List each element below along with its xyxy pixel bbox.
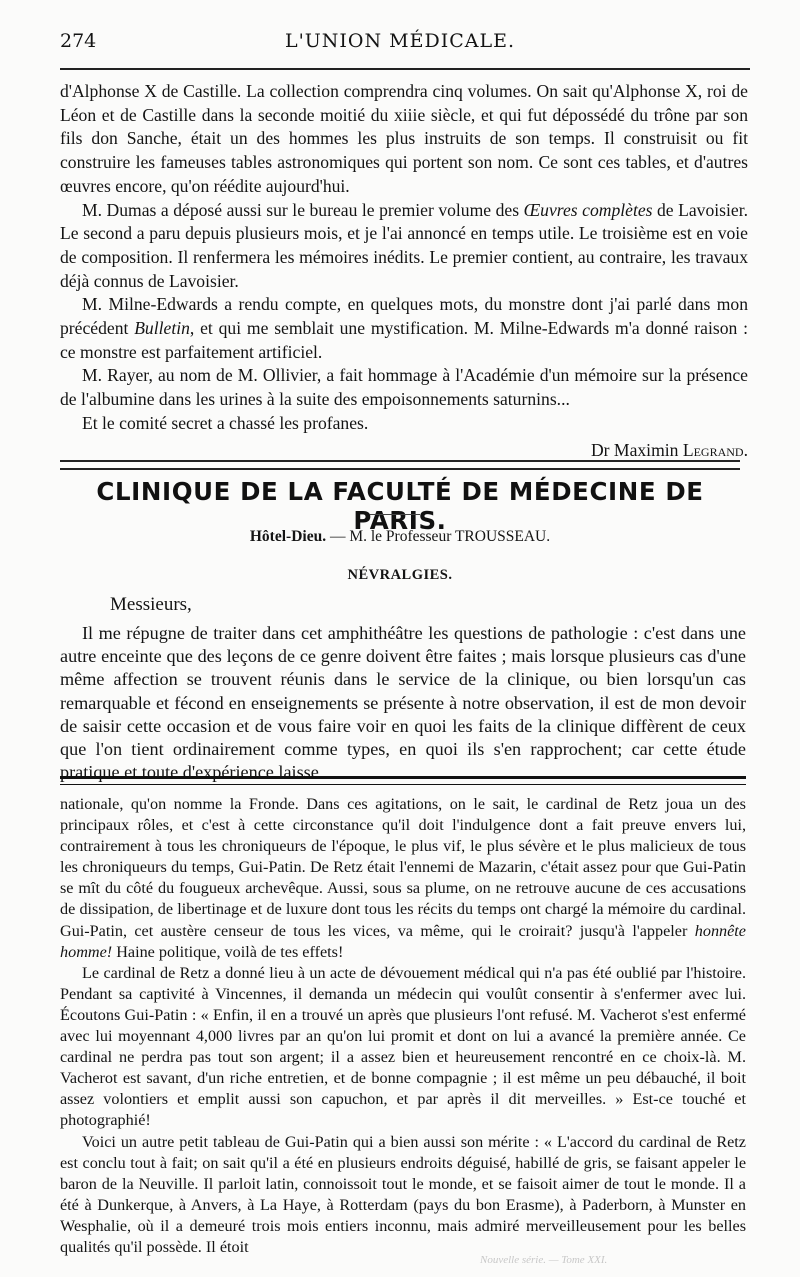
italic-title: Œuvres complètes [523,199,653,220]
text-run: Haine politique, voilà de tes effets! [112,942,344,961]
bulletin-paragraph: M. Rayer, au nom de M. Ollivier, a fait hommage à l'Académie d'un mémoire sur la présence de l'albumine dans les urines à la suite des empoisonnements saturnins... [60,365,748,410]
section-heading: NÉVRALGIES. [347,567,453,583]
title-short-rule [370,514,420,515]
page-footer: Nouvelle série. — Tome XXI. [480,1254,608,1266]
feuilleton-paragraph: Voici un autre petit tableau de Gui-Patin qui a bien aussi son mérite : « L'accord du cardinal de Retz est conclu tout à fait; on sait qu'il a été en plusieurs endroits déguisé, habillé de gris, se faisant appeler le baron de la Neuville. Il parloit latin, connoissoit tout le monde, et se faisoit aimer de tout le monde. Il a été à Dunkerque, à Anvers, à La Haye, à Rotterdam (pays du bon Erasme), à Paderborn, à Munster en Wesphalie, où il a demeuré trois mois entiers inconnu, mais admiré merveilleusement pour les belles qualités qu'il possède. Il étoit [60,1132,746,1256]
header-rule [60,68,750,70]
clinic-title: CLINIQUE DE LA FACULTÉ DE MÉDECINE DE PARIS. [96,477,704,535]
bulletin-paragraph: Et le comité secret a chassé les profanes. [82,412,369,433]
bulletin-paragraph [60,293,748,364]
page-number: 274 [60,30,97,52]
section-double-rule [60,460,740,470]
clinic-subtitle [60,528,740,546]
feuilleton-paragraph [60,794,746,963]
bulletin-paragraph: d'Alphonse X de Castille. La collection comprendra cinq volumes. On sait qu'Alphonse X, roi de Léon et de Castille dans la seconde moitié du xiiie siècle, et qui fut dépossédé du trône par son fils don Sanche, était un des hommes les plus instruits de son temps. Il construisit ou fit construire les fameuses tables astronomiques qui portent son nom. Ce sont ces tables, et d'autres œuvres encore, qu'on réédite aujourd'hui. [60,81,748,196]
feuilleton-section [60,794,746,1258]
professor-name: — M. le Professeur TROUSSEAU. [326,528,551,545]
text-run: M. Milne-Edwards a rendu compte, en quelques mots, du monstre dont j'ai parlé dans mon précédent [60,294,748,339]
author-signature [60,438,748,462]
lecture-paragraph: Il me répugne de traiter dans cet amphithéâtre les questions de pathologie : c'est dans une autre enceinte que des leçons de ce genre doivent être faites ; mais lorsque plusieurs cas d'une même affection se trouvent réunis dans le service de la clinique, ou bien lorsqu'un cas remarquable et fécond en enseignements se présente à notre observation, il est de mon devoir de saisir cette occasion et de vous faire voir en quoi les faits de la clinique diffèrent de ceux que l'on tient ordinairement comme types, en quoi ils s'en rapprochent; car cette étude pratique et toute d'expérience laisse [60,623,746,783]
text-run: de Lavoisier. Le second a paru depuis plusieurs mois, et je l'ai annoncé en temps utile. Le troisième est en voie de composition. Il renfermera les mémoires inédits. Le premier contient, au contraire, les travaux déjà connus de Lavoisier. [60,199,748,291]
lecture-section [60,622,746,784]
text-run: , et qui me semblait une mystification. M. Milne-Edwards m'a donné raison : ce monstre est parfaitement artificiel. [60,318,748,362]
salutation: Messieurs, [110,594,192,615]
text-run: nationale, qu'on nomme la Fronde. Dans ces agitations, on le sait, le cardinal de Retz joua un des principaux rôles, et c'est à cette circonstance qu'il doit l'indulgence dont a fait preuve envers lui, contrairement à tous les chroniqueurs de l'époque, le plus vif, le plus sévère et le plus malicieux de tous les chroniqueurs du temps, Gui-Patin. De Retz était l'ennemi de Mazarin, c'était assez pour que Gui-Patin se mît du côté du fougueux archevêque. Aussi, sous sa plume, on ne retrouve aucune de ces accusations de dissipation, de libertinage et de luxure dont tous les récits du temps ont chargé la mémoire du cardinal. Gui-Patin, cet austère censeur de tous les vices, va même, qui le croirait? jusqu'à l'appeler [60,795,746,940]
italic-title: Bulletin [134,318,190,339]
italic-phrase: honnête homme! [60,921,746,961]
running-title: L'UNION MÉDICALE. [284,30,516,52]
text-run: M. Dumas a déposé aussi sur le bureau le premier volume des [82,199,524,220]
page-header [60,30,740,60]
feuilleton-rule [60,776,746,785]
hospital-name: Hôtel-Dieu. [249,528,327,545]
bulletin-paragraph [60,199,748,294]
signature-name: Legrand. [682,439,748,460]
signature-prefix: Dr Maximin [590,439,683,460]
bulletin-section [60,80,748,462]
feuilleton-paragraph: Le cardinal de Retz a donné lieu à un acte de dévouement médical qui n'a pas été oublié par l'histoire. Pendant sa captivité à Vincennes, il demanda un médecin qui voulût consentir à s'enfermer avec lui. Écoutons Gui-Patin : « Enfin, il en a trouvé un après que plusieurs l'ont refusé. M. Vacherot s'est enfermé avec lui moyennant 4,000 livres par an qu'on lui promit et dont on lui a avancé la première année. Ce cardinal ne perdra pas tout son argent; il a assez bien et heureusement rencontré en ce choix-là. M. Vacherot est savant, d'un riche entretien, et de bonne compagnie ; il est même un peu débauché, il boit assez volontiers et emplit aussi son capuchon, et par après il dit merveilles. » Est-ce touché et photographié! [60,963,746,1130]
